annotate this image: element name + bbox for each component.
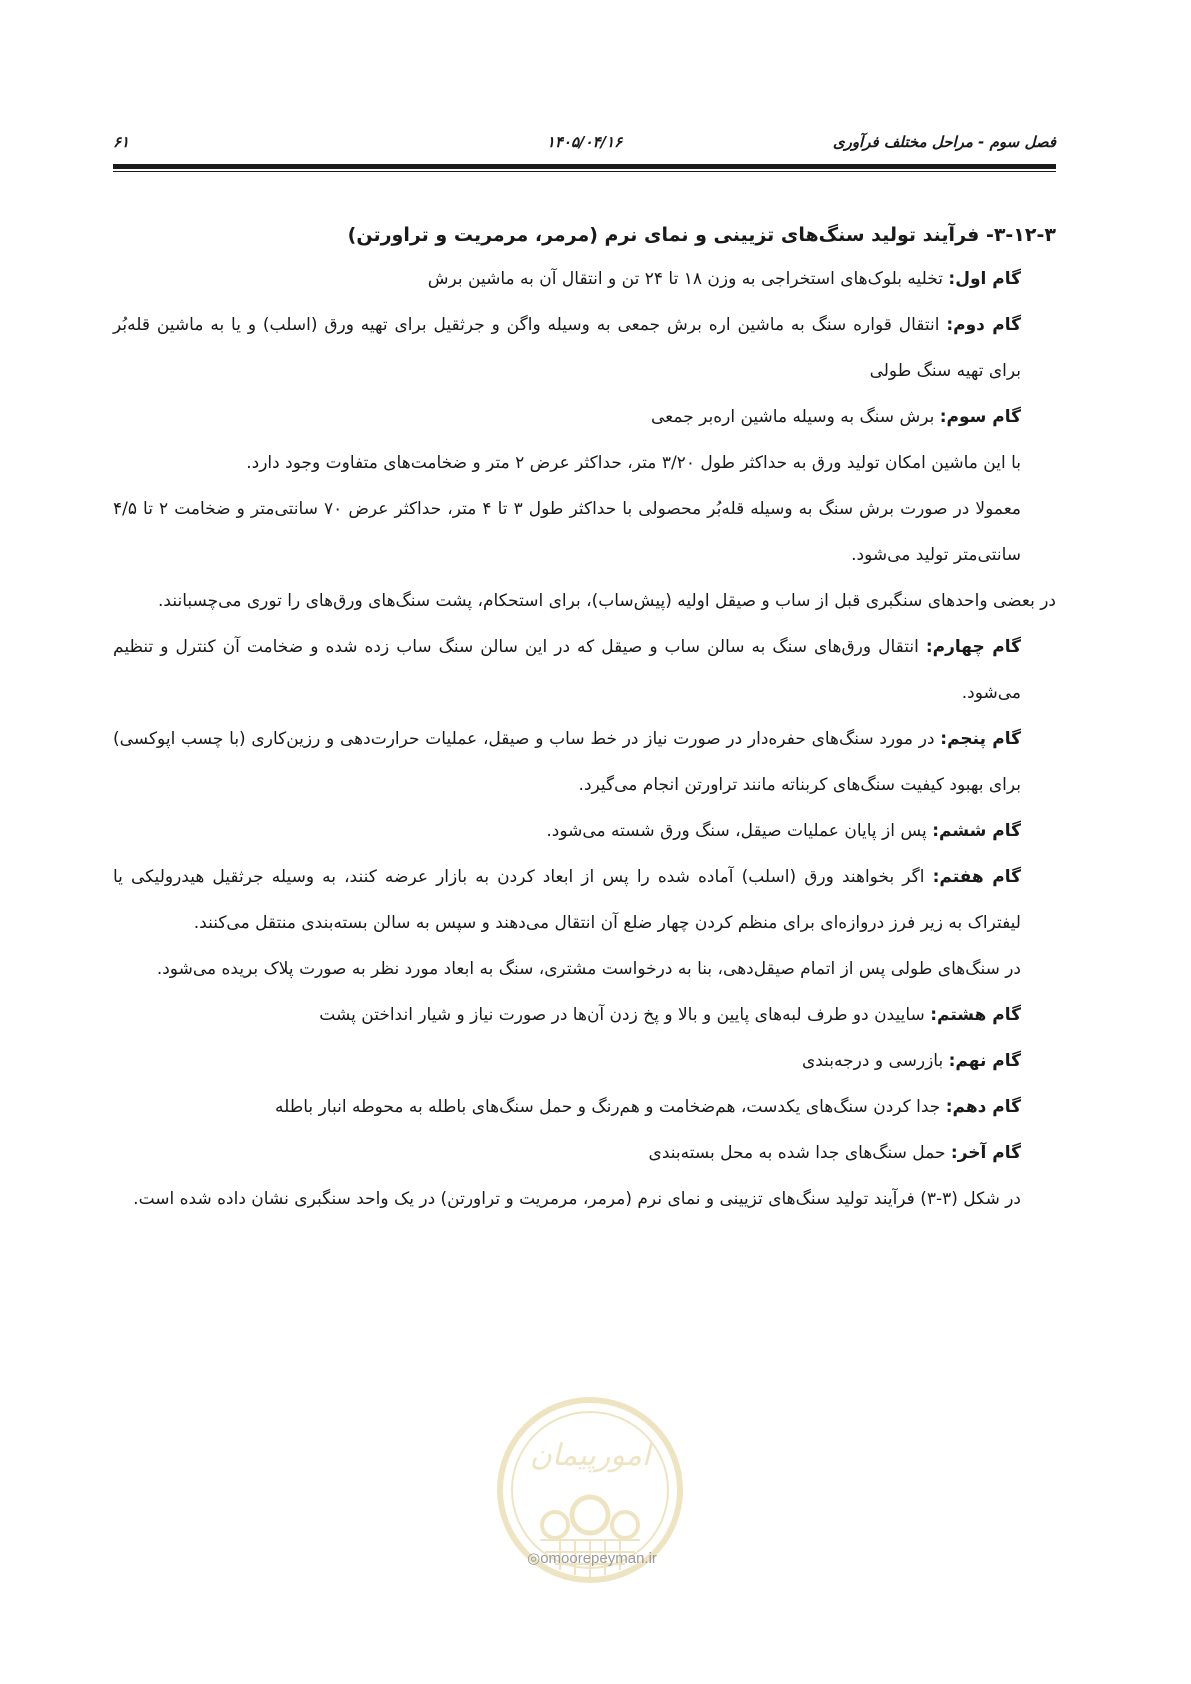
header-rule-thin — [113, 171, 1056, 172]
step-text: انتقال ورق‌های سنگ به سالن ساب و صیقل که در این سالن سنگ ساب زده شده و ضخامت آن کنترل و تنظیم می‌شود. — [113, 637, 1021, 703]
paragraph: با این ماشین امکان تولید ورق به حداکثر طول ۳/۲۰ متر، حداکثر عرض ۲ متر و ضخامت‌های متفاوت وجود دارد. — [246, 453, 1021, 473]
step-label: گام هشتم: — [930, 1005, 1021, 1025]
step-text: اگر بخواهند ورق (اسلب) آماده شده را پس از ابعاد کردن به بازار عرضه کنند، به وسیله جرثقیل هیدرولیکی یا لیفتراک به زیر فرز دروازه‌ای برای منظم کردن چهار ضلع آن انتقال می‌دهند و سپس به سالن بسته‌بندی منتقل می‌کنند. — [113, 867, 1021, 933]
step-8 — [113, 992, 1056, 1038]
step-last — [113, 1130, 1056, 1176]
step-text: برش سنگ به وسیله ماشین اره‌بر جمعی — [651, 407, 940, 427]
chapter-title: فصل سوم - مراحل مختلف فرآوری — [832, 133, 1056, 151]
step-label: گام سوم: — [939, 407, 1021, 427]
step-label: گام آخر: — [950, 1143, 1021, 1163]
step-label: گام دوم: — [946, 315, 1021, 335]
step-text: پس از پایان عملیات صیقل، سنگ ورق شسته می‌شود. — [546, 821, 933, 841]
watermark-logo-text: امورپیمان — [529, 1438, 651, 1473]
step-2 — [113, 302, 1056, 394]
step-3 — [113, 394, 1056, 440]
step-text: در مورد سنگ‌های حفره‌دار در صورت نیاز در خط ساب و صیقل، عملیات حرارت‌دهی و رزین‌کاری (با چسب اپوکسی) برای بهبود کیفیت سنگ‌های کربناته مانند تراورتن انجام می‌گیرد. — [113, 729, 1021, 795]
step-label: گام پنجم: — [940, 729, 1021, 749]
step-label: گام چهارم: — [925, 637, 1021, 657]
paragraph: در سنگ‌های طولی پس از اتمام صیقل‌دهی، بنا به درخواست مشتری، سنگ به ابعاد مورد نظر به صورت پلاک بریده می‌شود. — [156, 959, 1021, 979]
watermark-url — [492, 1549, 692, 1567]
watermark-url-text: omoorepeyman.ir — [540, 1550, 657, 1567]
header-rule-thick — [113, 164, 1056, 169]
step-label: گام نهم: — [948, 1051, 1021, 1071]
watermark-logo — [490, 1390, 690, 1650]
paragraph: معمولا در صورت برش سنگ به وسیله قله‌بُر محصولی با حداکثر طول ۳ تا ۴ متر، حداکثر عرض ۷۰ سانتی‌متر و ضخامت ۲ تا ۴/۵ سانتی‌متر تولید می‌شود. — [113, 499, 1022, 565]
step-7 — [113, 854, 1056, 946]
step-text: انتقال قواره سنگ به ماشین اره برش جمعی به وسیله واگن و جرثقیل برای تهیه ورق (اسلب) و یا به ماشین قله‌بُر برای تهیه سنگ طولی — [113, 315, 1021, 381]
step-10 — [113, 1084, 1056, 1130]
section-title: ۳-۱۲-۳- فرآیند تولید سنگ‌های تزیینی و نمای نرم (مرمر، مرمریت و تراورتن) — [347, 224, 1056, 246]
step-4 — [113, 624, 1056, 716]
step-text: جدا کردن سنگ‌های یکدست، هم‌ضخامت و هم‌رنگ و حمل سنگ‌های باطله به محوطه انبار باطله — [274, 1097, 946, 1117]
step-9 — [113, 1038, 1056, 1084]
step-text: تخلیه بلوک‌های استخراجی به وزن ۱۸ تا ۲۴ تن و انتقال آن به ماشین برش — [427, 269, 949, 289]
step-text: ساییدن دو طرف لبه‌های پایین و بالا و پخ زدن آن‌ها در صورت نیاز و شیار انداختن پشت — [319, 1005, 931, 1025]
paragraph: در بعضی واحدهای سنگبری قبل از ساب و صیقل اولیه (پیش‌ساب)، برای استحکام، پشت سنگ‌های ورق‌های را توری می‌چسبانند. — [158, 591, 1056, 611]
globe-icon: ◎ — [527, 1550, 541, 1567]
header-date: ۱۴۰۵/۰۴/۱۶ — [546, 133, 623, 151]
step-1 — [113, 256, 1056, 302]
step-label: گام هفتم: — [932, 867, 1021, 887]
page-number: ۶۱ — [113, 133, 130, 151]
step-label: گام دهم: — [945, 1097, 1021, 1117]
step-text: بازرسی و درجه‌بندی — [801, 1051, 949, 1071]
step-label: گام ششم: — [932, 821, 1021, 841]
closing-paragraph: در شکل (۳-۳) فرآیند تولید سنگ‌های تزیینی و نمای نرم (مرمر، مرمریت و تراورتن) در یک واحد سنگبری نشان داده شده است. — [133, 1189, 1021, 1209]
document-body — [113, 218, 1056, 1222]
step-text: حمل سنگ‌های جدا شده به محل بسته‌بندی — [648, 1143, 951, 1163]
step-5 — [113, 716, 1056, 808]
step-6 — [113, 808, 1056, 854]
page-header — [113, 133, 1056, 157]
step-label: گام اول: — [948, 269, 1021, 289]
